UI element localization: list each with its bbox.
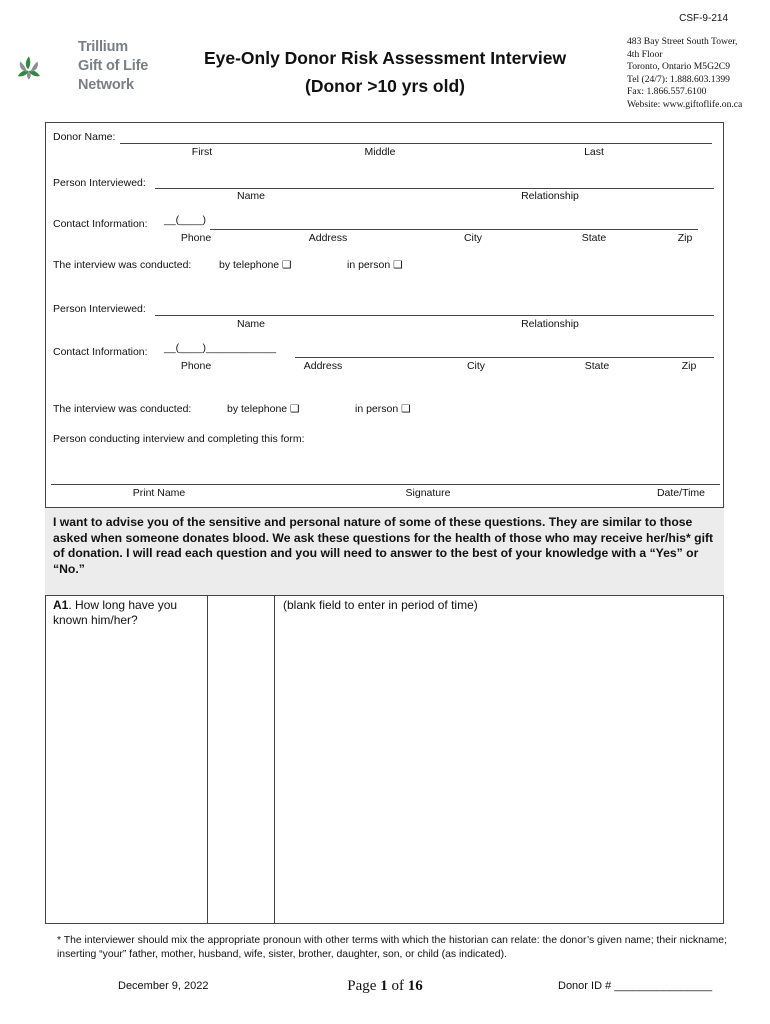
question-a1 xyxy=(53,598,203,628)
conducted-1-in-person-checkbox[interactable]: in person ❑ xyxy=(347,259,403,271)
table-divider-2 xyxy=(274,596,275,924)
donor-last-caption: Last xyxy=(584,146,604,158)
question-a1-id: A1 xyxy=(53,598,69,612)
conducted-2-in-person-checkbox[interactable]: in person ❑ xyxy=(355,403,411,415)
question-a1-text: . How long have you known him/her? xyxy=(53,598,178,627)
contact-info-2-phone-blank[interactable]: __(____)____________ xyxy=(164,342,277,354)
contact-1-zip-caption: Zip xyxy=(677,232,693,244)
contact-2-state-caption: State xyxy=(584,360,610,372)
contact-info-1-phone-blank[interactable]: __(____) xyxy=(164,214,207,226)
person-1-name-caption: Name xyxy=(236,190,265,202)
page-indicator: Page 1 of 16 xyxy=(347,978,423,994)
signature-caption: Signature xyxy=(405,487,451,499)
advisory-text: I want to advise you of the sensitive and personal nature of some of these questions. They are similar to those asked when someone donates blood. We ask these questions for the health of those who may receive her/his* gift of donation. I will read each question and you will need to answer to the best of your knowledge with a “Yes” or “No.” xyxy=(53,515,714,576)
logo-wordmark: Trillium Gift of Life Network xyxy=(78,39,149,93)
contact-info-1-label: Contact Information: xyxy=(53,218,148,230)
person-2-name-caption: Name xyxy=(236,318,265,330)
donor-name-label: Donor Name: xyxy=(53,131,116,143)
contact-1-phone-caption: Phone xyxy=(180,232,212,244)
question-a1-yesno-cell[interactable] xyxy=(208,597,274,923)
conducted-2-telephone-checkbox[interactable]: by telephone ❑ xyxy=(227,403,300,415)
contact-2-phone-caption: Phone xyxy=(180,360,212,372)
form-title: Eye-Only Donor Risk Assessment Interview xyxy=(203,48,567,68)
contact-2-zip-caption: Zip xyxy=(681,360,697,372)
print-name-caption: Print Name xyxy=(132,487,186,499)
date-time-caption: Date/Time xyxy=(656,487,706,499)
person-1-relationship-caption: Relationship xyxy=(521,190,579,202)
conductor-label: Person conducting interview and completing this form: xyxy=(53,433,305,445)
person-interviewed-1-label: Person Interviewed: xyxy=(53,177,146,189)
contact-info-1-field[interactable] xyxy=(210,229,698,230)
trillium-logo-icon xyxy=(16,38,76,98)
donor-first-caption: First xyxy=(191,146,213,158)
conducted-1-label: The interview was conducted: xyxy=(53,259,192,271)
conducted-1-telephone-checkbox[interactable]: by telephone ❑ xyxy=(219,259,292,271)
contact-1-address-caption: Address xyxy=(308,232,348,244)
question-a1-answer-field[interactable]: (blank field to enter in period of time) xyxy=(283,598,478,612)
donor-id-field[interactable]: Donor ID # ________________ xyxy=(558,980,713,992)
contact-1-state-caption: State xyxy=(581,232,607,244)
person-interviewed-1-field[interactable] xyxy=(155,188,714,189)
conducted-2-label: The interview was conducted: xyxy=(53,403,192,415)
organization-address: 483 Bay Street South Tower, 4th Floor Toronto, Ontario M5G2C9 Tel (24/7): 1.888.603.1399 Fax: 1.866.557.6100 Website: www.giftoflife.on.ca xyxy=(627,36,743,110)
contact-2-address-caption: Address xyxy=(303,360,343,372)
donor-middle-caption: Middle xyxy=(364,146,396,158)
person-2-relationship-caption: Relationship xyxy=(521,318,579,330)
contact-2-city-caption: City xyxy=(466,360,486,372)
contact-1-city-caption: City xyxy=(463,232,483,244)
conductor-signature-line[interactable] xyxy=(51,484,720,485)
pronoun-footnote: * The interviewer should mix the appropriate pronoun with other terms with which the historian can relate: the donor’s given name; their nickname; inserting “your” father, mother, husband, wife, sister, brother, daughter, son, or child (as indicated). xyxy=(57,935,727,960)
person-interviewed-2-field[interactable] xyxy=(155,315,714,316)
contact-info-2-field[interactable] xyxy=(295,357,714,358)
donor-name-field[interactable] xyxy=(120,143,712,144)
contact-info-2-label: Contact Information: xyxy=(53,346,148,358)
form-id: CSF-9-214 xyxy=(679,13,728,24)
form-subtitle: (Donor >10 yrs old) xyxy=(305,76,465,96)
person-interviewed-2-label: Person Interviewed: xyxy=(53,303,146,315)
revision-date: December 9, 2022 xyxy=(118,980,209,992)
